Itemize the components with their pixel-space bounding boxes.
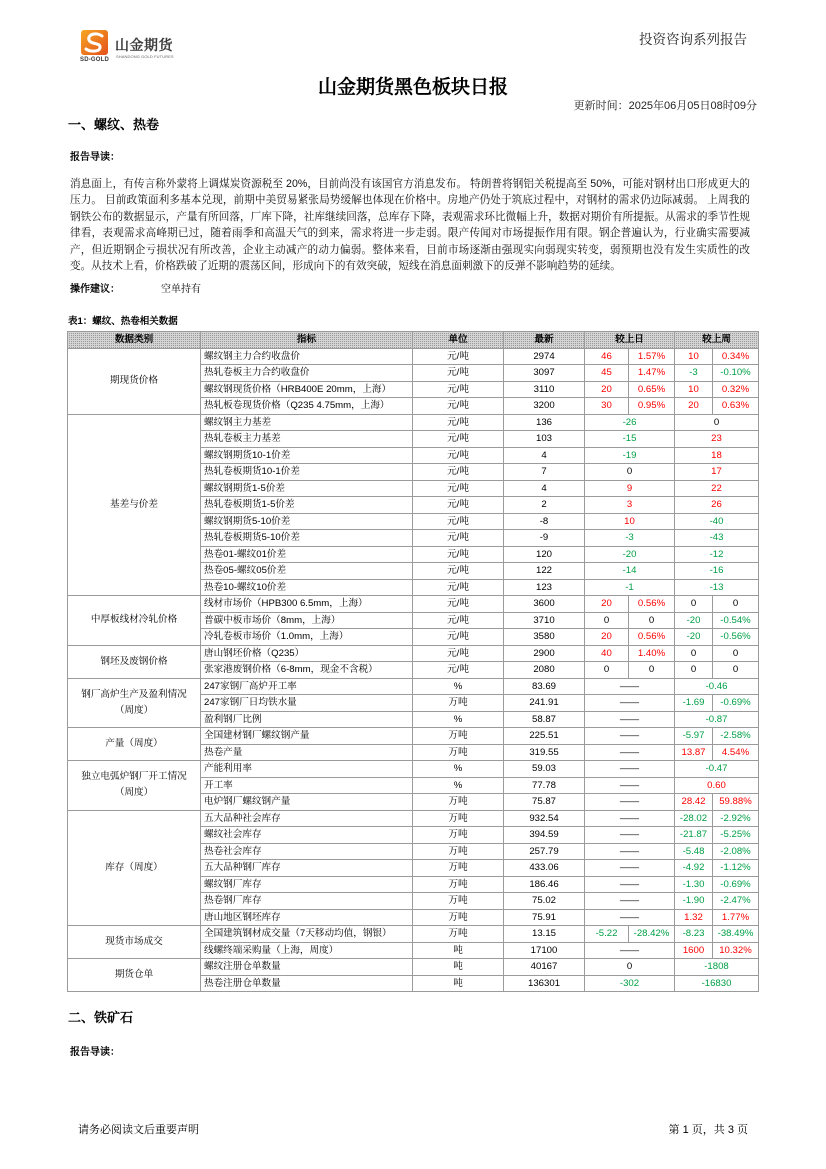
latest-value-cell: 394.59 — [504, 827, 585, 844]
latest-value-cell: 123 — [504, 579, 585, 596]
latest-value-cell: 13.15 — [504, 926, 585, 943]
unit-cell: 万吨 — [413, 695, 504, 712]
latest-value-cell: 77.78 — [504, 777, 585, 794]
week-change-value: -1.30 — [675, 876, 713, 893]
week-change-percent: -0.69% — [713, 876, 759, 893]
logo-chinese-name: 山金期货 — [115, 37, 173, 53]
indicator-cell: 热轧卷板主力基差 — [201, 431, 413, 448]
indicator-cell: 全国建筑钢材成交量（7天移动均值，钢银） — [201, 926, 413, 943]
week-change-cell: 0.60 — [675, 777, 759, 794]
unit-cell: 元/吨 — [413, 365, 504, 382]
day-change-value: -5.22 — [585, 926, 629, 943]
update-time: 更新时间：2025年06月05日08时09分 — [573, 100, 757, 112]
day-change-cell: —— — [585, 893, 675, 910]
indicator-cell: 热卷10-螺纹10价差 — [201, 579, 413, 596]
day-change-value: 46 — [585, 348, 629, 365]
day-change-cell: 0 — [585, 959, 675, 976]
latest-value-cell: -9 — [504, 530, 585, 547]
day-change-value: 0 — [585, 662, 629, 679]
unit-cell: 元/吨 — [413, 629, 504, 646]
day-change-value: 20 — [585, 629, 629, 646]
indicator-cell: 热轧卷板期货5-10价差 — [201, 530, 413, 547]
week-change-percent: -1.12% — [713, 860, 759, 877]
week-change-percent: -0.54% — [713, 612, 759, 629]
week-change-percent: 0.34% — [713, 348, 759, 365]
indicator-cell: 247家钢厂高炉开工率 — [201, 678, 413, 695]
day-change-cell: —— — [585, 678, 675, 695]
latest-value-cell: -8 — [504, 513, 585, 530]
week-change-cell: -0.47 — [675, 761, 759, 778]
table-row — [68, 645, 759, 662]
rebar-hrc-data-table — [67, 331, 759, 992]
category-cell — [68, 645, 201, 678]
day-change-cell: 9 — [585, 480, 675, 497]
indicator-cell: 热卷注册仓单数量 — [201, 975, 413, 992]
day-change-percent: -28.42% — [629, 926, 675, 943]
week-change-cell: -0.87 — [675, 711, 759, 728]
category-label: 钢坯及废钢价格 — [100, 655, 168, 667]
table-row — [68, 348, 759, 365]
week-change-value: 0 — [675, 645, 713, 662]
logo-english-name: SD-GOLD — [80, 57, 110, 63]
week-change-percent: 0 — [713, 662, 759, 679]
unit-cell: 万吨 — [413, 794, 504, 811]
day-change-value: 30 — [585, 398, 629, 415]
indicator-cell: 五大品种钢厂库存 — [201, 860, 413, 877]
week-change-percent: -2.92% — [713, 810, 759, 827]
indicator-cell: 线材市场价（HPB300 6.5mm，上海） — [201, 596, 413, 613]
indicator-cell: 唐山地区钢坯库存 — [201, 909, 413, 926]
indicator-cell: 螺纹社会库存 — [201, 827, 413, 844]
indicator-cell: 热轧卷板主力合约收盘价 — [201, 365, 413, 382]
day-change-cell: -1 — [585, 579, 675, 596]
indicator-cell: 热轧卷板期货1-5价差 — [201, 497, 413, 514]
day-change-cell: 3 — [585, 497, 675, 514]
latest-value-cell: 2974 — [504, 348, 585, 365]
indicator-cell: 螺纹钢厂库存 — [201, 876, 413, 893]
week-change-percent: -38.49% — [713, 926, 759, 943]
day-change-cell: -19 — [585, 447, 675, 464]
header-indicator: 指标 — [201, 332, 413, 349]
latest-value-cell: 75.87 — [504, 794, 585, 811]
week-change-percent: -0.10% — [713, 365, 759, 382]
week-change-percent: -5.25% — [713, 827, 759, 844]
latest-value-cell: 3200 — [504, 398, 585, 415]
latest-value-cell: 58.87 — [504, 711, 585, 728]
latest-value-cell: 3600 — [504, 596, 585, 613]
day-change-cell: —— — [585, 794, 675, 811]
day-change-percent: 0.65% — [629, 381, 675, 398]
latest-value-cell: 3097 — [504, 365, 585, 382]
indicator-cell: 螺纹注册仓单数量 — [201, 959, 413, 976]
category-label: （周度） — [114, 704, 154, 716]
unit-cell: 元/吨 — [413, 414, 504, 431]
latest-value-cell: 136301 — [504, 975, 585, 992]
day-change-value: 45 — [585, 365, 629, 382]
unit-cell: 元/吨 — [413, 348, 504, 365]
week-change-value: 0 — [675, 662, 713, 679]
week-change-value: -3 — [675, 365, 713, 382]
category-label: 期货仓单 — [114, 969, 154, 980]
indicator-cell: 开工率 — [201, 777, 413, 794]
unit-cell: % — [413, 761, 504, 778]
week-change-cell: 23 — [675, 431, 759, 448]
latest-value-cell: 3110 — [504, 381, 585, 398]
category-cell — [68, 959, 201, 992]
indicator-cell: 热卷产量 — [201, 744, 413, 761]
table-row — [68, 596, 759, 613]
week-change-cell: -40 — [675, 513, 759, 530]
week-change-value: 10 — [675, 348, 713, 365]
unit-cell: 万吨 — [413, 728, 504, 745]
week-change-cell: -16830 — [675, 975, 759, 992]
latest-value-cell: 103 — [504, 431, 585, 448]
category-label: 期现货价格 — [110, 375, 158, 386]
latest-value-cell: 59.03 — [504, 761, 585, 778]
day-change-cell: —— — [585, 843, 675, 860]
week-change-value: -8.23 — [675, 926, 713, 943]
unit-cell: 元/吨 — [413, 497, 504, 514]
unit-cell: 元/吨 — [413, 480, 504, 497]
week-change-percent: 4.54% — [713, 744, 759, 761]
week-change-percent: -0.56% — [713, 629, 759, 646]
unit-cell: 元/吨 — [413, 596, 504, 613]
week-change-value: 10 — [675, 381, 713, 398]
week-change-cell: -12 — [675, 546, 759, 563]
unit-cell: 万吨 — [413, 827, 504, 844]
category-label: 钢厂高炉生产及盈利情况 — [81, 688, 187, 700]
category-label: 现货市场成交 — [105, 936, 163, 947]
day-change-percent: 1.40% — [629, 645, 675, 662]
latest-value-cell: 75.91 — [504, 909, 585, 926]
advice-label: 操作建议： — [70, 284, 120, 295]
latest-value-cell: 3710 — [504, 612, 585, 629]
report-title: 山金期货黑色板块日报 — [317, 77, 508, 98]
category-label: 基差与价差 — [110, 498, 158, 510]
indicator-cell: 热轧板卷现货价格（Q235 4.75mm，上海） — [201, 398, 413, 415]
category-label: 产量（周度） — [105, 738, 163, 749]
unit-cell: 元/吨 — [413, 447, 504, 464]
category-label: 库存（周度） — [105, 861, 163, 873]
indicator-cell: 五大品种社会库存 — [201, 810, 413, 827]
unit-cell: 元/吨 — [413, 612, 504, 629]
unit-cell: 元/吨 — [413, 464, 504, 481]
category-cell — [68, 414, 201, 596]
week-change-cell: -0.46 — [675, 678, 759, 695]
day-change-value: 40 — [585, 645, 629, 662]
category-cell — [68, 596, 201, 646]
week-change-value: -1.69 — [675, 695, 713, 712]
header-week-change: 较上周 — [675, 332, 759, 349]
indicator-cell: 热卷社会库存 — [201, 843, 413, 860]
week-change-value: 1600 — [675, 942, 713, 959]
unit-cell: 元/吨 — [413, 431, 504, 448]
week-change-value: -20 — [675, 612, 713, 629]
report-series: 投资咨询系列报告 — [639, 32, 747, 47]
table-caption: 表1：螺纹、热卷相关数据 — [68, 316, 178, 327]
week-change-cell: 22 — [675, 480, 759, 497]
week-change-value: 28.42 — [675, 794, 713, 811]
section-heading-iron-ore: 二、铁矿石 — [68, 1010, 134, 1025]
latest-value-cell: 75.02 — [504, 893, 585, 910]
indicator-cell: 螺纹钢期货1-5价差 — [201, 480, 413, 497]
unit-cell: 吨 — [413, 975, 504, 992]
day-change-cell: -302 — [585, 975, 675, 992]
unit-cell: 元/吨 — [413, 579, 504, 596]
day-change-cell: —— — [585, 827, 675, 844]
week-change-cell: 17 — [675, 464, 759, 481]
week-change-cell: 26 — [675, 497, 759, 514]
unit-cell: 元/吨 — [413, 381, 504, 398]
latest-value-cell: 2 — [504, 497, 585, 514]
unit-cell: 万吨 — [413, 893, 504, 910]
indicator-cell: 247家钢厂日均铁水量 — [201, 695, 413, 712]
indicator-cell: 热卷01-螺纹01价差 — [201, 546, 413, 563]
day-change-cell: —— — [585, 777, 675, 794]
day-change-percent: 0.95% — [629, 398, 675, 415]
category-label: （周度） — [114, 787, 154, 799]
week-change-value: -4.92 — [675, 860, 713, 877]
table-row — [68, 761, 759, 778]
latest-value-cell: 433.06 — [504, 860, 585, 877]
indicator-cell: 螺纹钢主力合约收盘价 — [201, 348, 413, 365]
week-change-percent: -0.69% — [713, 695, 759, 712]
day-change-cell: —— — [585, 761, 675, 778]
header-category: 数据类别 — [68, 332, 201, 349]
table-row — [68, 810, 759, 827]
week-change-percent: 0.63% — [713, 398, 759, 415]
logo-tagline: SHANDONG GOLD FUTURES — [116, 54, 174, 59]
week-change-percent: -2.47% — [713, 893, 759, 910]
unit-cell: 元/吨 — [413, 662, 504, 679]
latest-value-cell: 17100 — [504, 942, 585, 959]
day-change-cell: -14 — [585, 563, 675, 580]
indicator-cell: 普碳中板市场价（8mm，上海） — [201, 612, 413, 629]
intro-label: 报告导读： — [70, 152, 120, 163]
indicator-cell: 螺纹钢主力基差 — [201, 414, 413, 431]
week-change-value: 20 — [675, 398, 713, 415]
day-change-percent: 1.47% — [629, 365, 675, 382]
sd-gold-logo-icon — [81, 30, 108, 55]
week-change-percent: 10.32% — [713, 942, 759, 959]
day-change-cell: —— — [585, 810, 675, 827]
page-number: 第 1 页，共 3 页 — [668, 1124, 748, 1136]
latest-value-cell: 4 — [504, 447, 585, 464]
unit-cell: 元/吨 — [413, 513, 504, 530]
indicator-cell: 线螺终端采购量（上海，周度） — [201, 942, 413, 959]
day-change-cell: —— — [585, 860, 675, 877]
week-change-value: -20 — [675, 629, 713, 646]
day-change-percent: 0.56% — [629, 596, 675, 613]
latest-value-cell: 225.51 — [504, 728, 585, 745]
advice-text: 空单持有 — [161, 284, 201, 295]
table-header-row — [68, 332, 759, 349]
day-change-cell: —— — [585, 711, 675, 728]
day-change-value: 20 — [585, 596, 629, 613]
day-change-cell: -3 — [585, 530, 675, 547]
latest-value-cell: 4 — [504, 480, 585, 497]
unit-cell: 元/吨 — [413, 645, 504, 662]
day-change-cell: —— — [585, 942, 675, 959]
unit-cell: % — [413, 777, 504, 794]
indicator-cell: 唐山钢坯价格（Q235） — [201, 645, 413, 662]
table-row — [68, 678, 759, 695]
unit-cell: 万吨 — [413, 744, 504, 761]
day-change-cell: -20 — [585, 546, 675, 563]
day-change-cell: —— — [585, 909, 675, 926]
footer-disclaimer: 请务必阅读文后重要声明 — [78, 1124, 199, 1136]
week-change-cell: -13 — [675, 579, 759, 596]
week-change-value: 13.87 — [675, 744, 713, 761]
category-cell — [68, 761, 201, 811]
header-latest: 最新 — [504, 332, 585, 349]
indicator-cell: 螺纹钢期货5-10价差 — [201, 513, 413, 530]
unit-cell: 元/吨 — [413, 398, 504, 415]
unit-cell: 元/吨 — [413, 546, 504, 563]
latest-value-cell: 3580 — [504, 629, 585, 646]
day-change-cell: —— — [585, 876, 675, 893]
latest-value-cell: 2900 — [504, 645, 585, 662]
category-cell — [68, 678, 201, 728]
unit-cell: 万吨 — [413, 810, 504, 827]
indicator-cell: 电炉钢厂螺纹钢产量 — [201, 794, 413, 811]
unit-cell: 元/吨 — [413, 530, 504, 547]
day-change-cell: —— — [585, 744, 675, 761]
intro-paragraph: 消息面上，有传言称外蒙将上调煤炭资源税至 20%，目前尚没有该国官方消息发布。 特朗普将钢铝关税提高至 50%，可能对钢材出口形成更大的压力。 目前政策面利多基本兑现，前期中美贸易紧张局势缓解也体现在价格中。房地产仍处于筑底过程中，对钢材的需求仍边际减弱。 上周我的钢铁公布的数据显示，产量有所回落，厂库下降，社库继续回落，总库存下降，表观需求环比微幅上升，数据对期价有所提振。从需求的季节性规律看，表观需求高峰期已过，随着雨季和高温天气的到来，需求将进一步走弱。限产传闻对市场提振作用有限。钢企普遍认为，行业确实需要减产，但近期钢企亏损状况有所改善，企业主动减产的动力偏弱。整体来看，目前市场逐渐由强现实向弱现实转变，弱预期也没有发生实质性的改变。从技术上看，价格跌破了近期的震荡区间，形成向下的有效突破，短线在消息面刺激下的反弹不影响趋势的延续。 — [70, 178, 750, 273]
indicator-cell: 产能利用率 — [201, 761, 413, 778]
latest-value-cell: 241.91 — [504, 695, 585, 712]
indicator-cell: 热卷钢厂库存 — [201, 893, 413, 910]
unit-cell: 吨 — [413, 959, 504, 976]
unit-cell: 万吨 — [413, 843, 504, 860]
day-change-percent: 1.57% — [629, 348, 675, 365]
category-cell — [68, 348, 201, 414]
category-cell — [68, 728, 201, 761]
indicator-cell: 冷轧卷板市场价（1.0mm，上海） — [201, 629, 413, 646]
week-change-value: -21.87 — [675, 827, 713, 844]
table-row — [68, 926, 759, 943]
week-change-cell: -43 — [675, 530, 759, 547]
week-change-percent: 1.77% — [713, 909, 759, 926]
latest-value-cell: 2080 — [504, 662, 585, 679]
latest-value-cell: 83.69 — [504, 678, 585, 695]
day-change-cell: 0 — [585, 464, 675, 481]
category-label: 中厚板线材冷轧价格 — [90, 614, 178, 626]
day-change-value: 20 — [585, 381, 629, 398]
week-change-percent: -2.58% — [713, 728, 759, 745]
unit-cell: % — [413, 678, 504, 695]
table-body — [68, 348, 759, 992]
week-change-percent: 0 — [713, 596, 759, 613]
week-change-cell: 18 — [675, 447, 759, 464]
latest-value-cell: 7 — [504, 464, 585, 481]
latest-value-cell: 257.79 — [504, 843, 585, 860]
unit-cell: 万吨 — [413, 860, 504, 877]
indicator-cell: 螺纹钢期货10-1价差 — [201, 447, 413, 464]
intro-label-iron-ore: 报告导读： — [70, 1047, 120, 1058]
week-change-value: -5.97 — [675, 728, 713, 745]
indicator-cell: 全国建材钢厂螺纹钢产量 — [201, 728, 413, 745]
header-day-change: 较上日 — [585, 332, 675, 349]
latest-value-cell: 319.55 — [504, 744, 585, 761]
header-unit: 单位 — [413, 332, 504, 349]
table-row — [68, 959, 759, 976]
indicator-cell: 盈利钢厂比例 — [201, 711, 413, 728]
week-change-value: -1.90 — [675, 893, 713, 910]
week-change-percent: 0.32% — [713, 381, 759, 398]
latest-value-cell: 932.54 — [504, 810, 585, 827]
unit-cell: 吨 — [413, 942, 504, 959]
latest-value-cell: 40167 — [504, 959, 585, 976]
day-change-cell: 10 — [585, 513, 675, 530]
section-heading-rebar-hrc: 一、螺纹、热卷 — [68, 117, 160, 132]
day-change-cell: —— — [585, 695, 675, 712]
latest-value-cell: 120 — [504, 546, 585, 563]
indicator-cell: 热轧卷板期货10-1价差 — [201, 464, 413, 481]
week-change-percent: -2.08% — [713, 843, 759, 860]
latest-value-cell: 122 — [504, 563, 585, 580]
week-change-percent: 0 — [713, 645, 759, 662]
day-change-cell: -15 — [585, 431, 675, 448]
week-change-value: 0 — [675, 596, 713, 613]
day-change-cell: -26 — [585, 414, 675, 431]
latest-value-cell: 136 — [504, 414, 585, 431]
week-change-percent: 59.88% — [713, 794, 759, 811]
week-change-value: -5.48 — [675, 843, 713, 860]
day-change-percent: 0 — [629, 612, 675, 629]
indicator-cell: 张家港废钢价格（6-8mm，现金不含税） — [201, 662, 413, 679]
category-cell — [68, 926, 201, 959]
unit-cell: 元/吨 — [413, 563, 504, 580]
week-change-value: -28.02 — [675, 810, 713, 827]
unit-cell: 万吨 — [413, 909, 504, 926]
week-change-cell: 0 — [675, 414, 759, 431]
day-change-percent: 0.56% — [629, 629, 675, 646]
unit-cell: % — [413, 711, 504, 728]
week-change-cell: -1808 — [675, 959, 759, 976]
day-change-cell: —— — [585, 728, 675, 745]
indicator-cell: 热卷05-螺纹05价差 — [201, 563, 413, 580]
table-row — [68, 414, 759, 431]
day-change-value: 0 — [585, 612, 629, 629]
indicator-cell: 螺纹钢现货价格（HRB400E 20mm，上海） — [201, 381, 413, 398]
category-cell — [68, 810, 201, 926]
unit-cell: 万吨 — [413, 926, 504, 943]
category-label: 独立电弧炉钢厂开工情况 — [81, 771, 187, 783]
unit-cell: 万吨 — [413, 876, 504, 893]
week-change-cell: -16 — [675, 563, 759, 580]
day-change-percent: 0 — [629, 662, 675, 679]
week-change-value: 1.32 — [675, 909, 713, 926]
table-row — [68, 728, 759, 745]
latest-value-cell: 186.46 — [504, 876, 585, 893]
